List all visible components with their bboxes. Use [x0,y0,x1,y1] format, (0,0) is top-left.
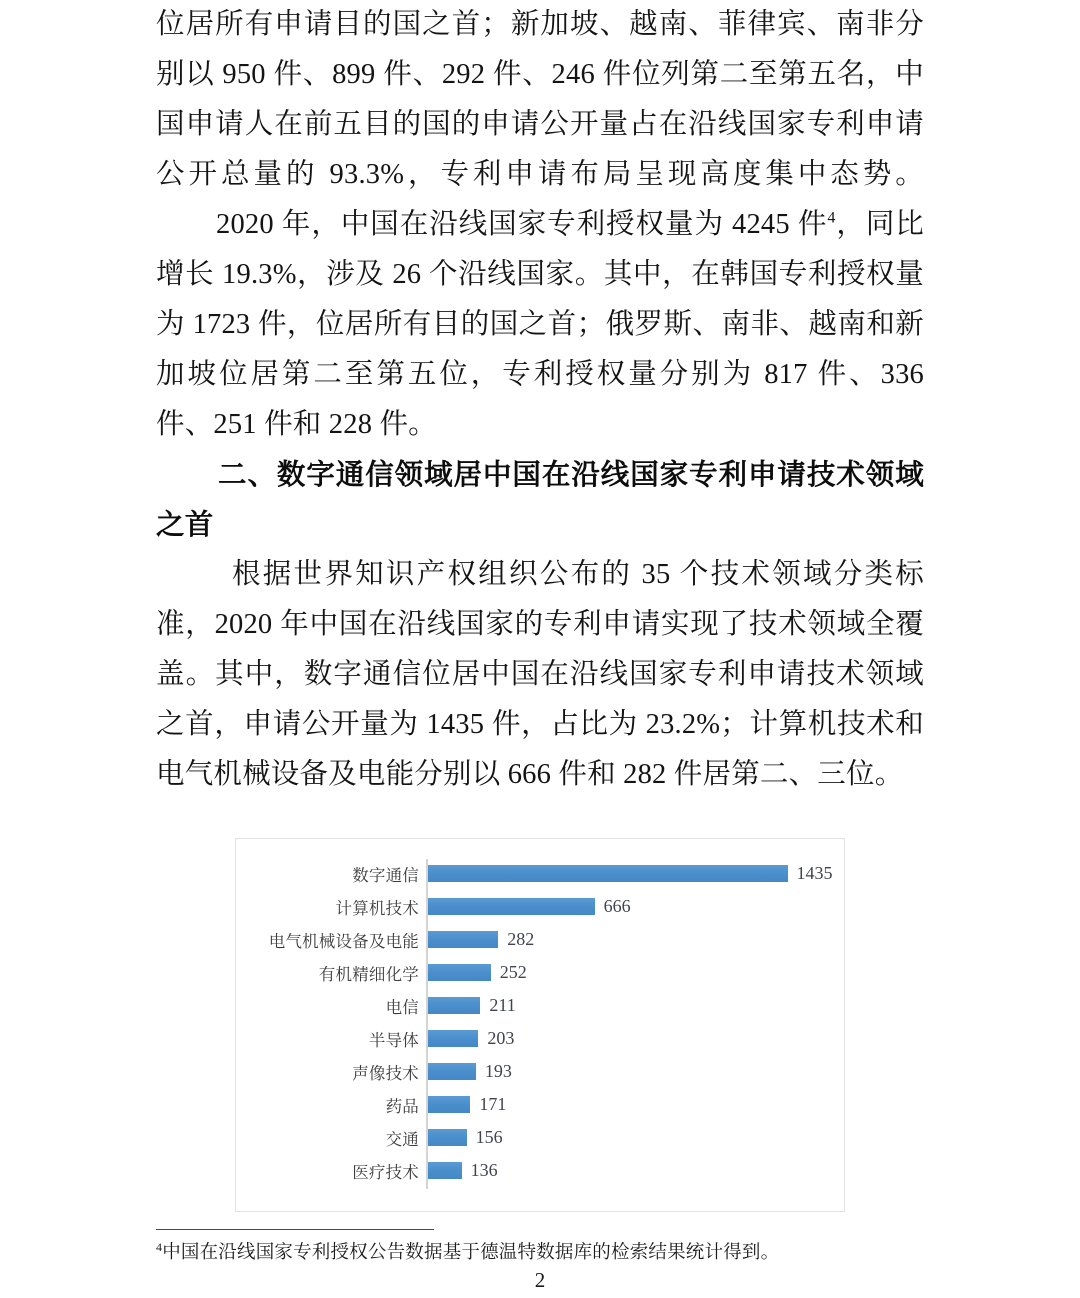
chart-bar-group [428,896,631,917]
chart-bar-row [236,1154,844,1187]
footnote-reference-marker: 4 [827,209,836,227]
chart-value-label: 136 [470,1160,498,1180]
chart-category-label: 电信 [385,997,419,1017]
chart-category-label: 数字通信 [352,865,419,885]
paragraph-2-text-after-footnote: ，同比增长 19.3%，涉及 26 个沿线国家。其中，在韩国专利授权量为 1723 件，位居所有目的国之首；俄罗斯、南非、越南和新加坡位居第二至第五位，专利授权量分别为 817 件、336 件、251 件和 228 件。 [156,209,924,440]
chart-bar [428,1030,479,1047]
chart-bar [428,931,499,948]
chart-bar [428,964,491,981]
chart-category-label: 电气机械设备及电能 [268,931,419,951]
chart-value-label: 282 [507,929,535,949]
chart-bar-row [236,989,844,1022]
footnote-number: 4 [156,1239,163,1254]
page-number: 2 [534,1268,546,1292]
section-heading-line-2: 之首 [156,509,214,541]
footnote-separator-rule [156,1229,434,1230]
chart-bar-group [428,1061,512,1082]
paragraph-2-text-before-footnote: 2020 年，中国在沿线国家专利授权量为 4245 件 [216,209,828,240]
chart-bar [428,1096,471,1113]
technology-field-bar-chart [235,838,845,1212]
chart-category-label: 计算机技术 [335,898,419,918]
chart-bar [428,1063,476,1080]
chart-bar-row [236,956,844,989]
chart-bar-row [236,923,844,956]
chart-bar [428,898,595,915]
chart-bar-group [428,863,833,884]
chart-category-label: 医疗技术 [352,1162,419,1182]
chart-value-label: 156 [475,1127,503,1147]
chart-category-label: 药品 [385,1096,419,1116]
chart-bar [428,865,788,882]
chart-value-label: 1435 [796,863,833,883]
paragraph-3: 根据世界知识产权组织公布的 35 个技术领域分类标准，2020 年中国在沿线国家的专利申请实现了技术领域全覆盖。其中，数字通信位居中国在沿线国家专利申请技术领域之首，申请公开量为 1435 件，占比为 23.2%；计算机技术和电气机械设备及电能分别以 666 件和 282 件居第二、三位。 [156,559,924,790]
section-heading [156,450,924,550]
chart-bar-group [428,962,527,983]
chart-plot-area [236,857,844,1193]
chart-bar-row [236,1022,844,1055]
chart-category-label: 有机精细化学 [318,964,419,984]
section-heading-line-1: 二、数字通信领域居中国在沿线国家专利申请技术领域 [218,459,924,491]
chart-bar-row [236,857,844,890]
chart-bar-row [236,1055,844,1088]
footnote-text [156,1240,924,1266]
paragraph-2 [156,200,924,450]
chart-bar-row [236,890,844,923]
footnote-body: 中国在沿线国家专利授权公告数据基于德温特数据库的检索结果统计得到。 [162,1243,780,1263]
chart-bar [428,1129,467,1146]
chart-value-label: 211 [489,995,516,1015]
chart-bar-group [428,1094,507,1115]
chart-bar [428,997,481,1014]
chart-value-label: 203 [487,1028,515,1048]
chart-bar-group [428,1160,498,1181]
chart-bar-group [428,929,535,950]
page-body-text [156,0,924,800]
chart-category-label: 交通 [385,1129,419,1149]
chart-bar-row [236,1121,844,1154]
chart-category-label: 半导体 [368,1030,419,1050]
chart-bar-group [428,1127,503,1148]
chart-bar-group [428,995,516,1016]
chart-value-label: 171 [479,1094,507,1114]
chart-bar-group [428,1028,515,1049]
chart-bar-row [236,1088,844,1121]
chart-bar [428,1162,462,1179]
chart-value-label: 666 [603,896,631,916]
chart-value-label: 252 [499,962,527,982]
chart-category-label: 声像技术 [352,1063,419,1083]
chart-value-label: 193 [484,1061,512,1081]
paragraph-1: 位居所有申请目的国之首；新加坡、越南、菲律宾、南非分别以 950 件、899 件、292 件、246 件位列第二至第五名，中国申请人在前五目的国的申请公开量占在沿线国家专利申请公开总量的 93.3%，专利申请布局呈现高度集中态势。 [156,9,924,190]
